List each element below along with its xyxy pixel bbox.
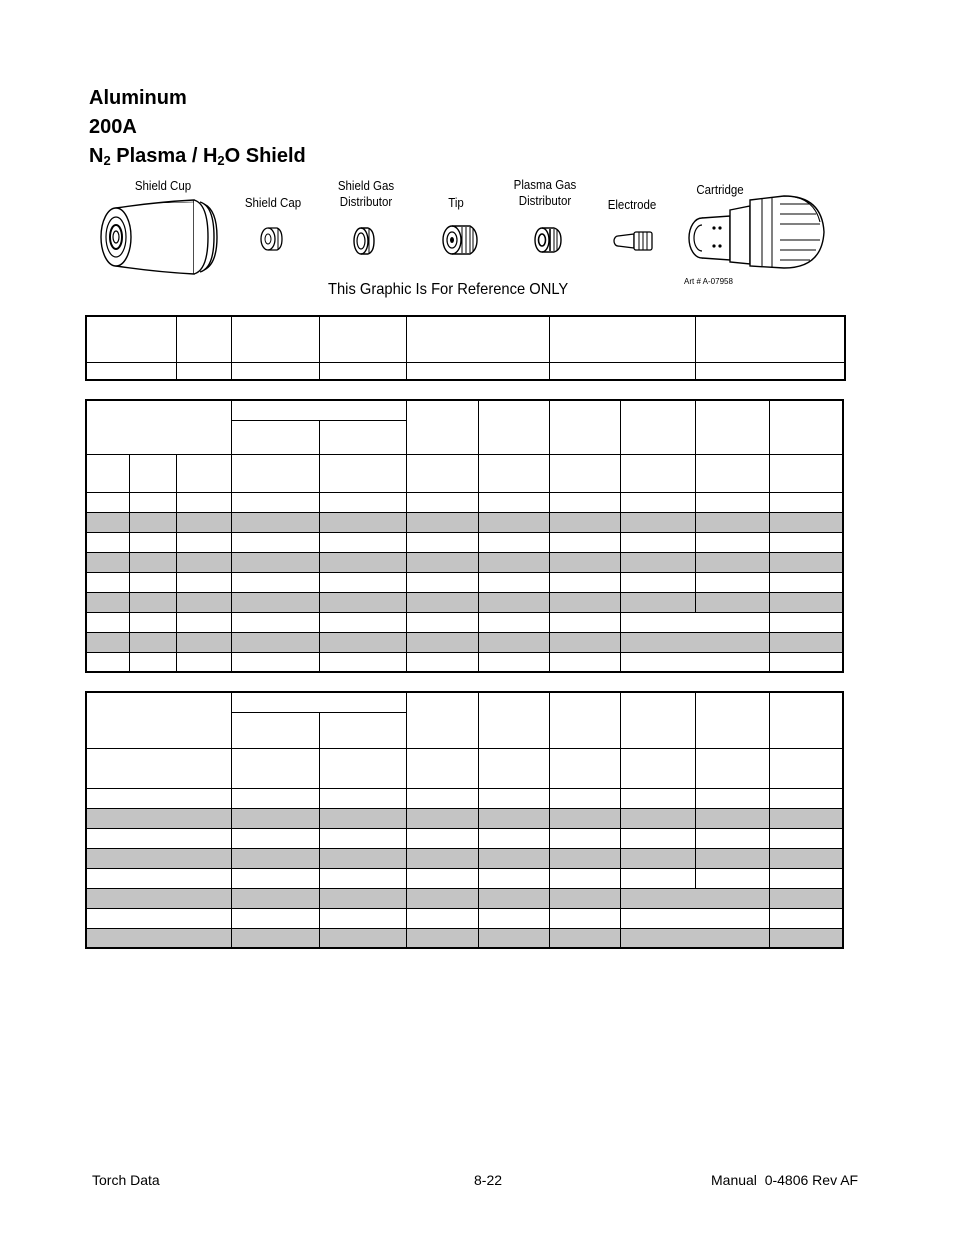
table-row [86, 808, 843, 828]
table-row [86, 928, 843, 948]
shield-cap-graphic [257, 225, 285, 253]
tip-graphic [440, 222, 480, 258]
table-header-cell [86, 692, 231, 748]
table-header-cell [620, 748, 695, 788]
table-header-cell [620, 692, 695, 748]
table-row [86, 632, 843, 652]
footer-manual-revision: Manual 0-4806 Rev AF [711, 1172, 859, 1188]
part-label-shield-cap: Shield Cap [244, 196, 302, 210]
cartridge-graphic [684, 192, 828, 270]
title-h-subscript: 2 [217, 153, 225, 168]
table-header-cell [319, 748, 406, 788]
title-mid: Plasma / H [110, 145, 218, 167]
table-row [86, 868, 843, 888]
table-header-cell [231, 454, 319, 492]
footer-section-name: Torch Data [92, 1172, 160, 1188]
table-row [86, 572, 843, 592]
table-header-cell [549, 692, 620, 748]
title-amperage: 200A [89, 116, 137, 138]
part-label-shield-cup: Shield Cup [134, 179, 192, 193]
cut-parameters-table-2 [85, 691, 844, 949]
table-row [86, 652, 843, 672]
table-header-cell [695, 692, 769, 748]
table-cell [231, 316, 319, 362]
part-label-electrode: Electrode [607, 198, 657, 212]
table-header-cell [695, 454, 769, 492]
table-row [86, 908, 843, 928]
table-header-cell [231, 712, 319, 748]
table-row [86, 592, 843, 612]
reference-note: This Graphic Is For Reference ONLY [328, 281, 569, 298]
table-header-cell [549, 454, 620, 492]
table-row [86, 512, 843, 532]
table-header-cell [406, 400, 478, 454]
title-n: N [89, 145, 104, 167]
table-cell [231, 362, 319, 380]
table-header-cell [769, 692, 843, 748]
table-header-cell [769, 454, 843, 492]
electrode-graphic [612, 229, 656, 253]
table-header-cell [406, 454, 478, 492]
title-material: Aluminum [89, 87, 187, 109]
footer-page-number: 8-22 [474, 1172, 503, 1188]
table-header-cell [319, 420, 406, 454]
table-cell [406, 316, 549, 362]
table-cell [319, 316, 406, 362]
table-cell [695, 362, 845, 380]
table-row [86, 848, 843, 868]
table-cell [319, 362, 406, 380]
table-header-cell [769, 400, 843, 454]
table-header-cell [478, 400, 549, 454]
table-header-cell [549, 748, 620, 788]
table-header-cell [231, 692, 406, 712]
table-cell [176, 362, 231, 380]
table-header-cell [695, 400, 769, 454]
table-header-cell [231, 420, 319, 454]
part-label-cartridge: Cartridge [696, 183, 744, 197]
table-header-cell [478, 692, 549, 748]
table-row [86, 492, 843, 512]
part-label-plasma-gas-distributor: Plasma Gas Distributor [513, 178, 577, 208]
table-header-cell [231, 400, 406, 420]
title-n-subscript: 2 [103, 153, 111, 168]
table-header-cell [406, 748, 478, 788]
table-header-cell [769, 748, 843, 788]
title-end: O Shield [224, 145, 306, 167]
table-header-cell [695, 748, 769, 788]
table-header-cell [231, 748, 319, 788]
table-cell [86, 362, 176, 380]
table-row [86, 612, 843, 632]
shield-cup-graphic [96, 196, 220, 278]
table-header-cell [549, 400, 620, 454]
table-header-cell [620, 400, 695, 454]
table-cell [695, 316, 845, 362]
table-row [86, 552, 843, 572]
table-header-cell [620, 454, 695, 492]
table-header-cell [478, 454, 549, 492]
table-row [86, 532, 843, 552]
table-header-cell [319, 454, 406, 492]
table-row [86, 888, 843, 908]
table-cell [406, 362, 549, 380]
table-header-cell [478, 748, 549, 788]
plasma-gas-distributor-graphic [532, 223, 564, 257]
table-header-cell [406, 692, 478, 748]
art-number: Art # A-07958 [684, 277, 733, 286]
table-header-cell [86, 748, 231, 788]
part-number-table [85, 315, 846, 381]
shield-gas-distributor-graphic [351, 224, 377, 258]
table-cell [549, 362, 695, 380]
table-header-cell [176, 454, 231, 492]
table-header-cell [319, 712, 406, 748]
table-row [86, 788, 843, 808]
table-header-cell [129, 454, 176, 492]
table-header-cell [86, 454, 129, 492]
part-label-shield-gas-distributor: Shield Gas Distributor [337, 179, 395, 209]
table-header-cell [86, 400, 231, 454]
title-gas-combo [89, 146, 306, 167]
table-cell [176, 316, 231, 362]
part-label-tip: Tip [448, 196, 464, 210]
table-row [86, 828, 843, 848]
cut-parameters-table-1 [85, 399, 844, 673]
table-cell [86, 316, 176, 362]
table-cell [549, 316, 695, 362]
